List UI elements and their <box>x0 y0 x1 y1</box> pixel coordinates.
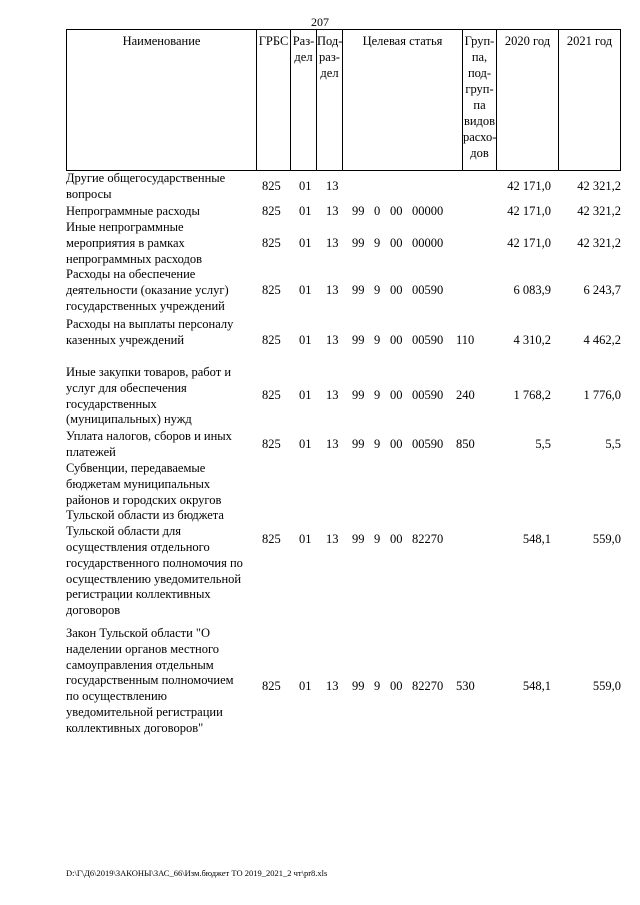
row-amount-2021: 42 321,2 <box>577 236 621 250</box>
row-grbs: 825 <box>262 204 281 218</box>
header-year-2020: 2020 год <box>497 30 559 171</box>
row-target-subprogram: 9 <box>374 333 381 347</box>
table-row <box>66 365 626 429</box>
table-row <box>66 204 626 220</box>
row-target-direction: 00000 <box>412 236 444 250</box>
table-row <box>66 171 626 205</box>
row-grbs: 825 <box>262 437 281 451</box>
row-name: Уплата налогов, сборов и иных платежей <box>66 429 232 459</box>
row-target-main-event: 00 <box>390 204 403 218</box>
row-name: Непрограммные расходы <box>66 204 200 218</box>
row-podrazdel: 13 <box>326 532 339 546</box>
table-row <box>66 317 626 351</box>
row-name: Субвенции, передаваемые бюджетам муниципальных районов и городских округов Тульской области из бюджета Тульской области для осуществления отдельного государственного полномочия по осуществлению уведомительной регистрации коллективных договоров <box>66 461 243 618</box>
row-target-main-event: 00 <box>390 388 403 402</box>
row-amount-2020: 548,1 <box>522 532 551 546</box>
row-target-direction: 00590 <box>412 437 444 451</box>
header-razdel: Раз- дел <box>291 30 317 171</box>
table-row <box>66 626 626 738</box>
row-amount-2021: 42 321,2 <box>577 179 621 193</box>
row-target-program: 99 <box>352 283 365 297</box>
row-razdel: 01 <box>299 388 312 402</box>
row-target-subprogram: 9 <box>374 283 381 297</box>
row-target-program: 99 <box>352 532 365 546</box>
row-target-subprogram: 9 <box>374 236 381 250</box>
row-amount-2020: 5,5 <box>535 437 551 451</box>
page-number: 207 <box>311 15 329 29</box>
row-target-program: 99 <box>352 437 365 451</box>
row-amount-2021: 1 776,0 <box>583 388 621 402</box>
row-target-main-event: 00 <box>390 283 403 297</box>
row-target-subprogram: 9 <box>374 532 381 546</box>
row-amount-2020: 42 171,0 <box>507 236 551 250</box>
row-expense-type: 110 <box>456 333 475 347</box>
row-amount-2020: 42 171,0 <box>507 204 551 218</box>
header-grbs: ГРБС <box>257 30 291 171</box>
row-target-program: 99 <box>352 333 365 347</box>
row-grbs: 825 <box>262 532 281 546</box>
row-amount-2020: 4 310,2 <box>513 333 551 347</box>
row-target-direction: 00000 <box>412 204 444 218</box>
row-expense-type: 850 <box>456 437 475 451</box>
row-target-main-event: 00 <box>390 236 403 250</box>
row-target-direction: 00590 <box>412 388 444 402</box>
row-target-subprogram: 9 <box>374 437 381 451</box>
header-target-article: Целевая статья <box>343 30 463 171</box>
row-target-direction: 00590 <box>412 333 444 347</box>
row-podrazdel: 13 <box>326 204 339 218</box>
row-podrazdel: 13 <box>326 388 339 402</box>
row-target-subprogram: 9 <box>374 388 381 402</box>
row-razdel: 01 <box>299 437 312 451</box>
row-amount-2020: 42 171,0 <box>507 179 551 193</box>
row-razdel: 01 <box>299 283 312 297</box>
row-target-direction: 82270 <box>412 532 444 546</box>
row-target-main-event: 00 <box>390 333 403 347</box>
row-target-main-event: 00 <box>390 437 403 451</box>
row-podrazdel: 13 <box>326 179 339 193</box>
table-row <box>66 461 626 621</box>
row-podrazdel: 13 <box>326 283 339 297</box>
row-target-main-event: 00 <box>390 679 403 693</box>
row-amount-2021: 6 243,7 <box>583 283 621 297</box>
row-razdel: 01 <box>299 679 312 693</box>
row-podrazdel: 13 <box>326 437 339 451</box>
header-podrazdel: Под- раз- дел <box>317 30 343 171</box>
header-name: Наименование <box>67 30 257 171</box>
row-grbs: 825 <box>262 236 281 250</box>
row-amount-2021: 5,5 <box>605 437 621 451</box>
row-target-main-event: 00 <box>390 532 403 546</box>
row-expense-type: 240 <box>456 388 475 402</box>
row-name: Другие общегосударственные вопросы <box>66 171 226 201</box>
row-amount-2020: 548,1 <box>522 679 551 693</box>
row-razdel: 01 <box>299 333 312 347</box>
row-target-program: 99 <box>352 679 365 693</box>
row-target-program: 99 <box>352 204 365 218</box>
table-row <box>66 267 626 315</box>
row-name: Иные закупки товаров, работ и услуг для обеспечения государственных (муниципальных) нужд <box>66 365 232 427</box>
row-amount-2021: 42 321,2 <box>577 204 621 218</box>
row-target-direction: 00590 <box>412 283 444 297</box>
row-amount-2021: 4 462,2 <box>583 333 621 347</box>
row-amount-2020: 6 083,9 <box>513 283 551 297</box>
header-expense-type: Груп- па, под- груп- па видов расхо- дов <box>463 30 497 171</box>
row-amount-2021: 559,0 <box>592 532 621 546</box>
row-target-program: 99 <box>352 236 365 250</box>
row-podrazdel: 13 <box>326 236 339 250</box>
table-row <box>66 220 626 268</box>
row-grbs: 825 <box>262 179 281 193</box>
row-expense-type: 530 <box>456 679 475 693</box>
table-row <box>66 429 626 461</box>
row-grbs: 825 <box>262 388 281 402</box>
row-name: Расходы на выплаты персоналу казенных учреждений <box>66 317 234 347</box>
row-target-program: 99 <box>352 388 365 402</box>
row-amount-2020: 1 768,2 <box>513 388 551 402</box>
file-path-footer: D:\Г\Д6\2019\ЗАКОНЫ\ЗАС_66\Изм.бюджет ТО 2019_2021_2 чт\pr8.xls <box>66 868 328 878</box>
table-header <box>66 29 621 171</box>
row-grbs: 825 <box>262 283 281 297</box>
row-name: Расходы на обеспечение деятельности (оказание услуг) государственных учреждений <box>66 267 229 313</box>
row-name: Иные непрограммные мероприятия в рамках непрограммных расходов <box>66 220 202 266</box>
row-razdel: 01 <box>299 179 312 193</box>
row-podrazdel: 13 <box>326 679 339 693</box>
row-razdel: 01 <box>299 236 312 250</box>
row-razdel: 01 <box>299 204 312 218</box>
row-name: Закон Тульской области "О наделении органов местного самоуправления отдельным государственным полномочием по осуществлению уведомительной регистрации коллективных договоров" <box>66 626 234 735</box>
row-grbs: 825 <box>262 333 281 347</box>
header-year-2021: 2021 год <box>559 30 621 171</box>
row-razdel: 01 <box>299 532 312 546</box>
row-amount-2021: 559,0 <box>592 679 621 693</box>
row-podrazdel: 13 <box>326 333 339 347</box>
row-target-direction: 82270 <box>412 679 444 693</box>
row-target-subprogram: 0 <box>374 204 381 218</box>
row-grbs: 825 <box>262 679 281 693</box>
row-target-subprogram: 9 <box>374 679 381 693</box>
